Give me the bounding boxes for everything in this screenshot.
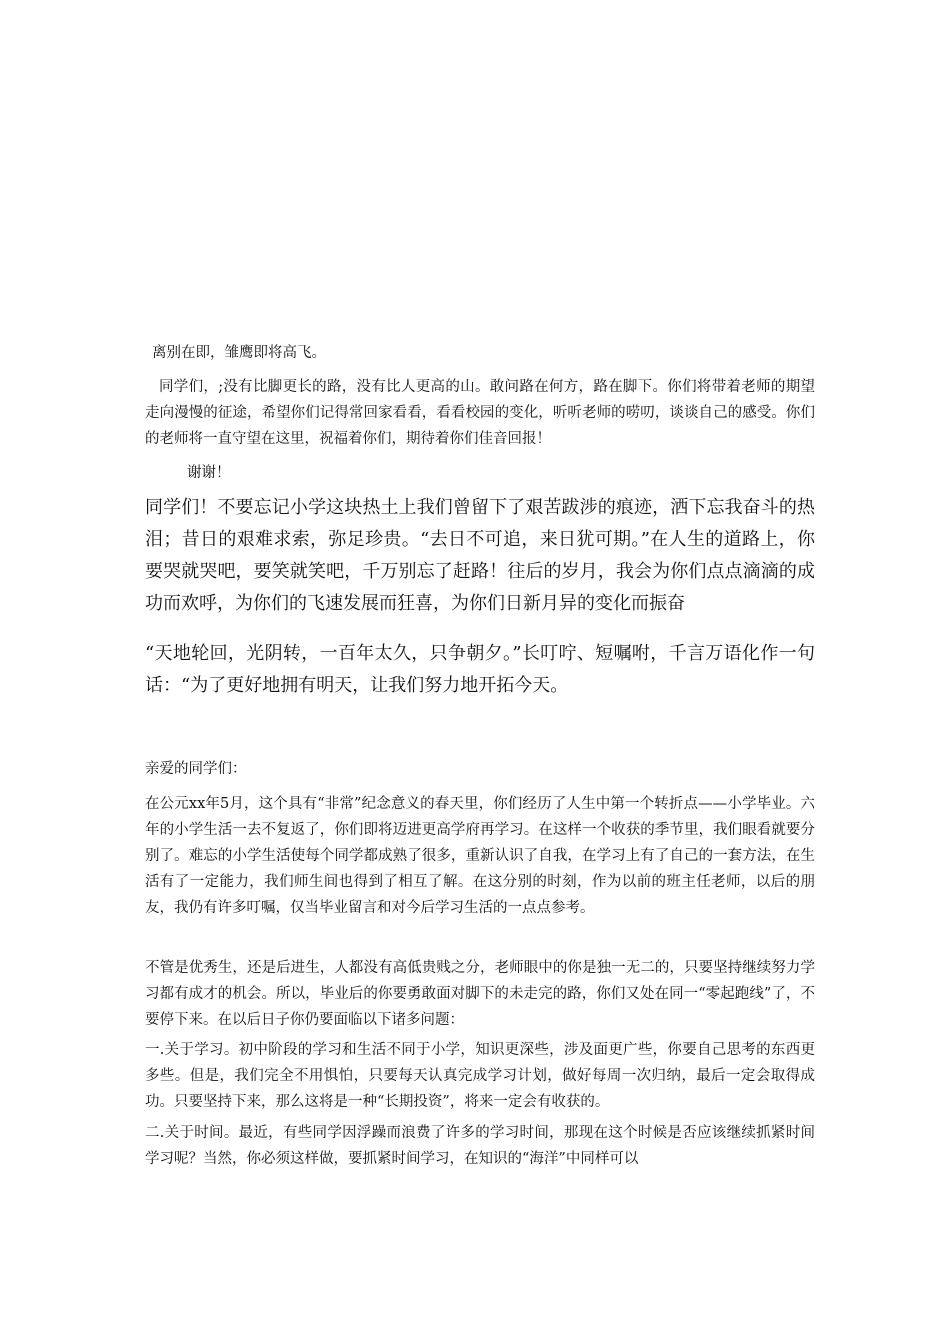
paragraph-thanks: 谢谢！: [187, 465, 231, 481]
paragraph-salutation: 亲爱的同学们：: [145, 761, 247, 777]
paragraph-classmates-road: 同学们，;没有比脚更长的路，没有比人更高的山。敢问路在何方，路在脚下。你们将带着老师的期望走向漫慢的征途，希望你们记得常回家看看，看看校园的变化，听听老师的唠叨，谈谈自己的感受。你们的老师将一直守望在这里，祝福着你们，期待着你们佳音回报！: [145, 379, 815, 447]
paragraph-farewell: 离别在即，雏鹰即将高飞。: [152, 345, 326, 361]
paragraph-heaven-earth: “天地轮回，光阴转，一百年太久，只争朝夕。”长叮咛、短嘱咐，千言万语化作一句话：“为了更好地拥有明天，让我们努力地开拓今天。: [145, 643, 815, 696]
paragraph-do-not-forget: 同学们！不要忘记小学这块热土上我们曾留下了艰苦跋涉的痕迹，洒下忘我奋斗的热泪；昔日的艰难求索，弥足珍贵。“去日不可追，来日犹可期。”在人生的道路上，你要哭就哭吧，要笑就笑吧，千万别忘了赶路！往后的岁月，我会为你们点点滴滴的成功而欢呼，为你们的飞速发展而狂喜，为你们日新月异的变化而振奋: [145, 497, 815, 614]
paragraph-graduation: 在公元xx年5月，这个具有“非常”纪念意义的春天里，你们经历了人生中第一个转折点——小学毕业。六年的小学生活一去不复返了，你们即将迈进更高学府再学习。在这样一个收获的季节里，我们眼看就要分别了。难忘的小学生活使每个同学都成熟了很多，重新认识了自我，在学习上有了自己的一套方法，在生活有了一定能力，我们师生间也得到了相互了解。在这分别的时刻，作为以前的班主任老师，以后的朋友，我仍有许多叮嘱，仅当毕业留言和对今后学习生活的一点点参考。: [145, 796, 815, 916]
paragraph-about-study: 一.关于学习。初中阶段的学习和生活不同于小学，知识更深些，涉及面更广些，你要自己思考的东西更多些。但是，我们完全不用惧怕，只要每天认真完成学习计划，做好每周一次归纳，最后一定会取得成功。只要坚持下来，那么这将是一种“长期投资”，将来一定会有收获的。: [145, 1042, 815, 1110]
paragraph-about-time: 二.关于时间。最近，有些同学因浮躁而浪费了许多的学习时间，那现在这个时候是否应该继续抓紧时间学习呢？当然，你必须这样做，要抓紧时间学习，在知识的“海洋”中同样可以: [145, 1125, 815, 1167]
paragraph-every-student: 不管是优秀生，还是后进生，人都没有高低贵贱之分，老师眼中的你是独一无二的，只要坚持继续努力学习都有成才的机会。所以，毕业后的你要勇敢面对脚下的未走完的路，你们又处在同一“零起跑线”了，不要停下来。在以后日子你仍要面临以下诸多问题：: [145, 960, 815, 1028]
